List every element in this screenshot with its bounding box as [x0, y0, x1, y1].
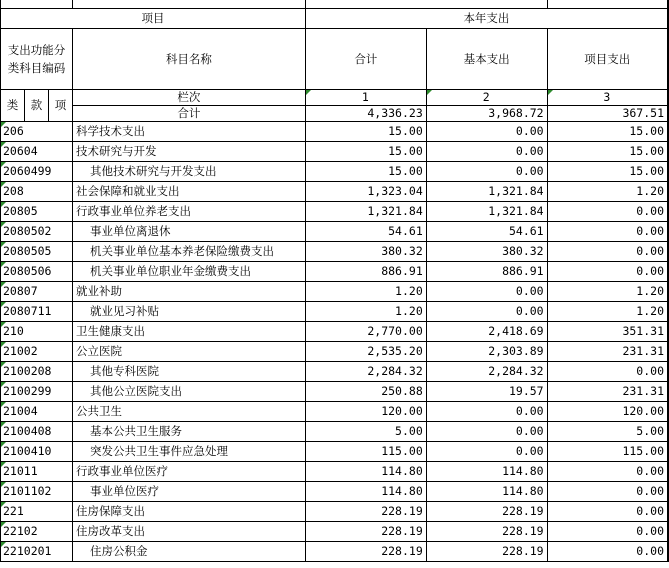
row-code: 2080505	[1, 242, 73, 262]
row-code: 21011	[1, 462, 73, 482]
row-subject-name: 卫生健康支出	[72, 322, 305, 342]
row-total: 5.00	[305, 422, 426, 442]
row-basic: 1,321.84	[426, 202, 547, 222]
row-subject-name: 其他专科医院	[72, 362, 305, 382]
row-project: 0.00	[547, 262, 668, 282]
table-row	[1, 482, 669, 502]
col-num-2: 2	[426, 90, 547, 106]
row-basic: 228.19	[426, 542, 547, 562]
row-project: 0.00	[547, 202, 668, 222]
row-basic: 0.00	[426, 402, 547, 422]
col-num-1: 1	[305, 90, 426, 106]
current-year-header: 本年支出	[305, 9, 668, 29]
row-code: 210	[1, 322, 73, 342]
row-project: 0.00	[547, 462, 668, 482]
total-header: 合计	[305, 29, 426, 90]
row-basic: 886.91	[426, 262, 547, 282]
row-basic: 2,418.69	[426, 322, 547, 342]
row-project: 1.20	[547, 182, 668, 202]
row-subject-name: 其他技术研究与开发支出	[72, 162, 305, 182]
row-code: 2080711	[1, 302, 73, 322]
row-basic: 0.00	[426, 142, 547, 162]
row-project: 15.00	[547, 162, 668, 182]
table-row	[1, 262, 669, 282]
row-basic: 0.00	[426, 302, 547, 322]
row-code: 2080502	[1, 222, 73, 242]
row-code: 20807	[1, 282, 73, 302]
row-code: 2060499	[1, 162, 73, 182]
row-basic: 0.00	[426, 422, 547, 442]
row-code: 2100410	[1, 442, 73, 462]
row-code: 221	[1, 502, 73, 522]
row-total: 886.91	[305, 262, 426, 282]
subject-name-header: 科目名称	[72, 29, 305, 90]
row-subject-name: 公共卫生	[72, 402, 305, 422]
row-code: 2101102	[1, 482, 73, 502]
lei-header: 类	[1, 90, 25, 122]
row-code: 208	[1, 182, 73, 202]
row-total: 120.00	[305, 402, 426, 422]
row-basic: 0.00	[426, 162, 547, 182]
row-code: 22102	[1, 522, 73, 542]
table-row	[1, 422, 669, 442]
row-project: 351.31	[547, 322, 668, 342]
row-project: 0.00	[547, 482, 668, 502]
row-code: 21002	[1, 342, 73, 362]
row-total: 115.00	[305, 442, 426, 462]
row-total: 15.00	[305, 122, 426, 142]
row-total: 1,323.04	[305, 182, 426, 202]
row-code: 20604	[1, 142, 73, 162]
row-project: 0.00	[547, 362, 668, 382]
row-project: 115.00	[547, 442, 668, 462]
row-basic: 2,284.32	[426, 362, 547, 382]
table-row	[1, 302, 669, 322]
row-subject-name: 基本公共卫生服务	[72, 422, 305, 442]
header-row-2	[1, 29, 669, 90]
row-subject-name: 机关事业单位基本养老保险缴费支出	[72, 242, 305, 262]
header-row-1	[1, 9, 669, 29]
xiang-header: 项	[48, 90, 72, 122]
clipped-top-row	[1, 0, 669, 9]
kuan-header: 款	[24, 90, 48, 122]
row-project: 1.20	[547, 282, 668, 302]
row-project: 0.00	[547, 542, 668, 562]
row-code: 206	[1, 122, 73, 142]
row-subject-name: 就业见习补贴	[72, 302, 305, 322]
row-subject-name: 事业单位医疗	[72, 482, 305, 502]
sum-project: 367.51	[547, 106, 668, 122]
sum-basic: 3,968.72	[426, 106, 547, 122]
row-code: 2100299	[1, 382, 73, 402]
basic-header: 基本支出	[426, 29, 547, 90]
row-total: 228.19	[305, 522, 426, 542]
row-project: 1.20	[547, 302, 668, 322]
row-code: 20805	[1, 202, 73, 222]
row-basic: 1,321.84	[426, 182, 547, 202]
row-total: 15.00	[305, 142, 426, 162]
row-total: 15.00	[305, 162, 426, 182]
row-project: 15.00	[547, 122, 668, 142]
row-basic: 380.32	[426, 242, 547, 262]
row-total: 114.80	[305, 482, 426, 502]
sum-row	[1, 106, 669, 122]
row-total: 2,535.20	[305, 342, 426, 362]
table-row	[1, 182, 669, 202]
row-total: 1.20	[305, 302, 426, 322]
row-basic: 2,303.89	[426, 342, 547, 362]
row-basic: 228.19	[426, 502, 547, 522]
row-subject-name: 行政事业单位养老支出	[72, 202, 305, 222]
table-row	[1, 442, 669, 462]
row-subject-name: 突发公共卫生事件应急处理	[72, 442, 305, 462]
row-code: 2210201	[1, 542, 73, 562]
row-total: 2,284.32	[305, 362, 426, 382]
row-basic: 114.80	[426, 462, 547, 482]
row-basic: 0.00	[426, 282, 547, 302]
row-total: 54.61	[305, 222, 426, 242]
row-basic: 19.57	[426, 382, 547, 402]
col-num-3: 3	[547, 90, 668, 106]
row-project: 5.00	[547, 422, 668, 442]
table-row	[1, 122, 669, 142]
row-subject-name: 公立医院	[72, 342, 305, 362]
row-total: 380.32	[305, 242, 426, 262]
row-subject-name: 社会保障和就业支出	[72, 182, 305, 202]
table-row	[1, 402, 669, 422]
row-subject-name: 机关事业单位职业年金缴费支出	[72, 262, 305, 282]
col-num-label: 栏次	[72, 90, 305, 106]
row-subject-name: 住房保障支出	[72, 502, 305, 522]
table-row	[1, 322, 669, 342]
row-total: 1.20	[305, 282, 426, 302]
row-subject-name: 事业单位离退休	[72, 222, 305, 242]
table-row	[1, 282, 669, 302]
row-code: 2100208	[1, 362, 73, 382]
table-row	[1, 542, 669, 562]
row-code: 21004	[1, 402, 73, 422]
table-row	[1, 162, 669, 182]
row-total: 228.19	[305, 542, 426, 562]
row-subject-name: 行政事业单位医疗	[72, 462, 305, 482]
row-code: 2080506	[1, 262, 73, 282]
row-subject-name: 其他公立医院支出	[72, 382, 305, 402]
row-subject-name: 就业补助	[72, 282, 305, 302]
row-code: 2100408	[1, 422, 73, 442]
header-row-3	[1, 90, 669, 106]
table-row	[1, 242, 669, 262]
table-row	[1, 462, 669, 482]
row-total: 228.19	[305, 502, 426, 522]
row-subject-name: 技术研究与开发	[72, 142, 305, 162]
row-project: 0.00	[547, 522, 668, 542]
row-basic: 228.19	[426, 522, 547, 542]
row-subject-name: 住房公积金	[72, 542, 305, 562]
sum-label: 合计	[72, 106, 305, 122]
func-code-header: 支出功能分类科目编码	[1, 29, 73, 90]
table-row	[1, 202, 669, 222]
table-row	[1, 382, 669, 402]
row-project: 231.31	[547, 342, 668, 362]
table-row	[1, 362, 669, 382]
row-total: 1,321.84	[305, 202, 426, 222]
row-project: 0.00	[547, 222, 668, 242]
row-project: 120.00	[547, 402, 668, 422]
row-project: 231.31	[547, 382, 668, 402]
row-subject-name: 科学技术支出	[72, 122, 305, 142]
sum-total: 4,336.23	[305, 106, 426, 122]
row-total: 2,770.00	[305, 322, 426, 342]
row-total: 250.88	[305, 382, 426, 402]
row-basic: 0.00	[426, 122, 547, 142]
row-project: 0.00	[547, 502, 668, 522]
row-basic: 54.61	[426, 222, 547, 242]
project-header: 项目	[1, 9, 306, 29]
table-row	[1, 142, 669, 162]
row-basic: 114.80	[426, 482, 547, 502]
project-exp-header: 项目支出	[547, 29, 668, 90]
row-subject-name: 住房改革支出	[72, 522, 305, 542]
table-row	[1, 502, 669, 522]
row-total: 114.80	[305, 462, 426, 482]
table-row	[1, 342, 669, 362]
row-basic: 0.00	[426, 442, 547, 462]
table-row	[1, 222, 669, 242]
table-row	[1, 522, 669, 542]
row-project: 15.00	[547, 142, 668, 162]
row-project: 0.00	[547, 242, 668, 262]
